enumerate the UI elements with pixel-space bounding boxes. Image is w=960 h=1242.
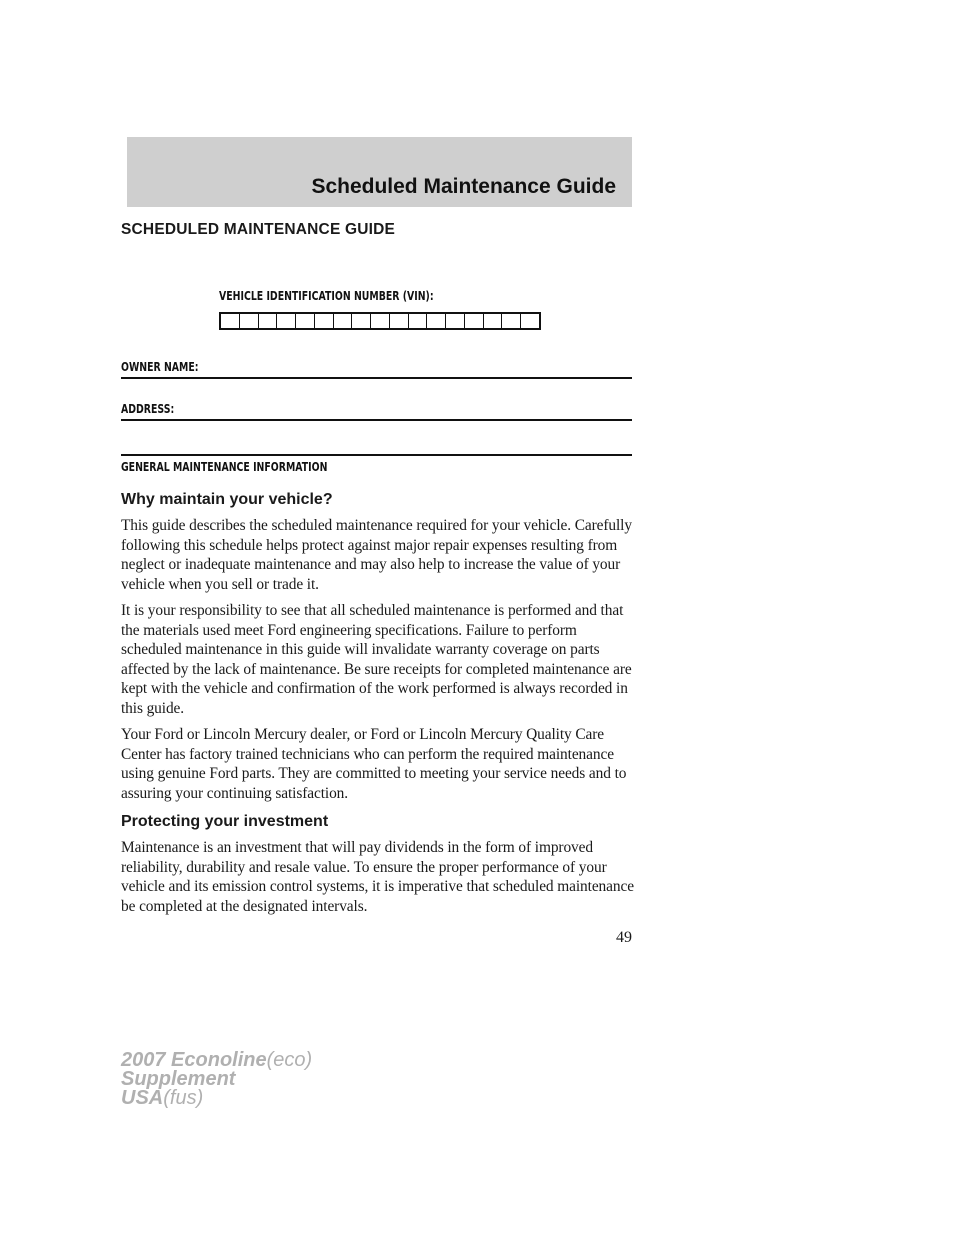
heading-why-maintain: Why maintain your vehicle? [121,491,333,508]
address-label: ADDRESS: [121,402,175,416]
footer-model-code: (eco) [266,1049,313,1071]
section-title: SCHEDULED MAINTENANCE GUIDE [121,221,396,238]
address-line [121,419,632,421]
header-band [127,137,632,207]
heading-protecting: Protecting your investment [121,813,329,830]
vin-character-box [409,314,428,328]
vin-entry-boxes [219,312,541,330]
vin-character-box [484,314,503,328]
owner-name-label: OWNER NAME: [121,360,199,374]
vin-character-box [465,314,484,328]
paragraph-2: It is your responsibility to see that all scheduled maintenance is performed and that the materials used meet Ford engineering specifications. Failure to perform scheduled maintenance in this guide will invalidate warranty coverage on parts affected by the lack of maintenance. Be sure receipts for completed maintenance are kept with the vehicle and confirmation of the work performed is always recorded in this guide. [121,602,632,717]
vin-character-box [371,314,390,328]
vin-character-box [240,314,259,328]
footer [121,1051,312,1108]
footer-market-code: (fus) [163,1087,204,1109]
vin-character-box [277,314,296,328]
vin-character-box [259,314,278,328]
paragraph-1: This guide describes the scheduled maintenance required for your vehicle. Carefully following this schedule helps protect against major repair expenses resulting from neglect or inadequate maintenance and may also help to increase the value of your vehicle when you sell or trade it. [121,517,632,593]
footer-market: USA [121,1087,164,1109]
vin-character-box [427,314,446,328]
vin-character-box [315,314,334,328]
vin-character-box [296,314,315,328]
footer-supplement: Supplement [121,1068,236,1090]
vin-character-box [502,314,521,328]
vin-label: VEHICLE IDENTIFICATION NUMBER (VIN): [219,289,434,303]
body-content [121,490,636,916]
paragraph-3: Your Ford or Lincoln Mercury dealer, or Ford or Lincoln Mercury Quality Care Center has factory trained technicians who can perform the required maintenance using genuine Ford parts. They are committed to meeting your service needs and to assuring your continuing satisfaction. [121,726,627,802]
owner-name-line [121,377,632,379]
vin-character-box [390,314,409,328]
vin-character-box [446,314,465,328]
header-title: Scheduled Maintenance Guide [311,175,616,198]
vin-character-box [334,314,353,328]
general-info-label: GENERAL MAINTENANCE INFORMATION [121,460,328,474]
vin-character-box [221,314,240,328]
general-info-rule [121,454,632,456]
paragraph-4: Maintenance is an investment that will pay dividends in the form of improved reliability, durability and resale value. To ensure the proper performance of your vehicle and its emission control systems, it is imperative that scheduled maintenance be completed at the designated intervals. [121,839,634,915]
page-number: 49 [616,929,632,946]
vin-character-box [352,314,371,328]
vin-character-box [521,314,539,328]
footer-model: 2007 Econoline [121,1049,267,1071]
